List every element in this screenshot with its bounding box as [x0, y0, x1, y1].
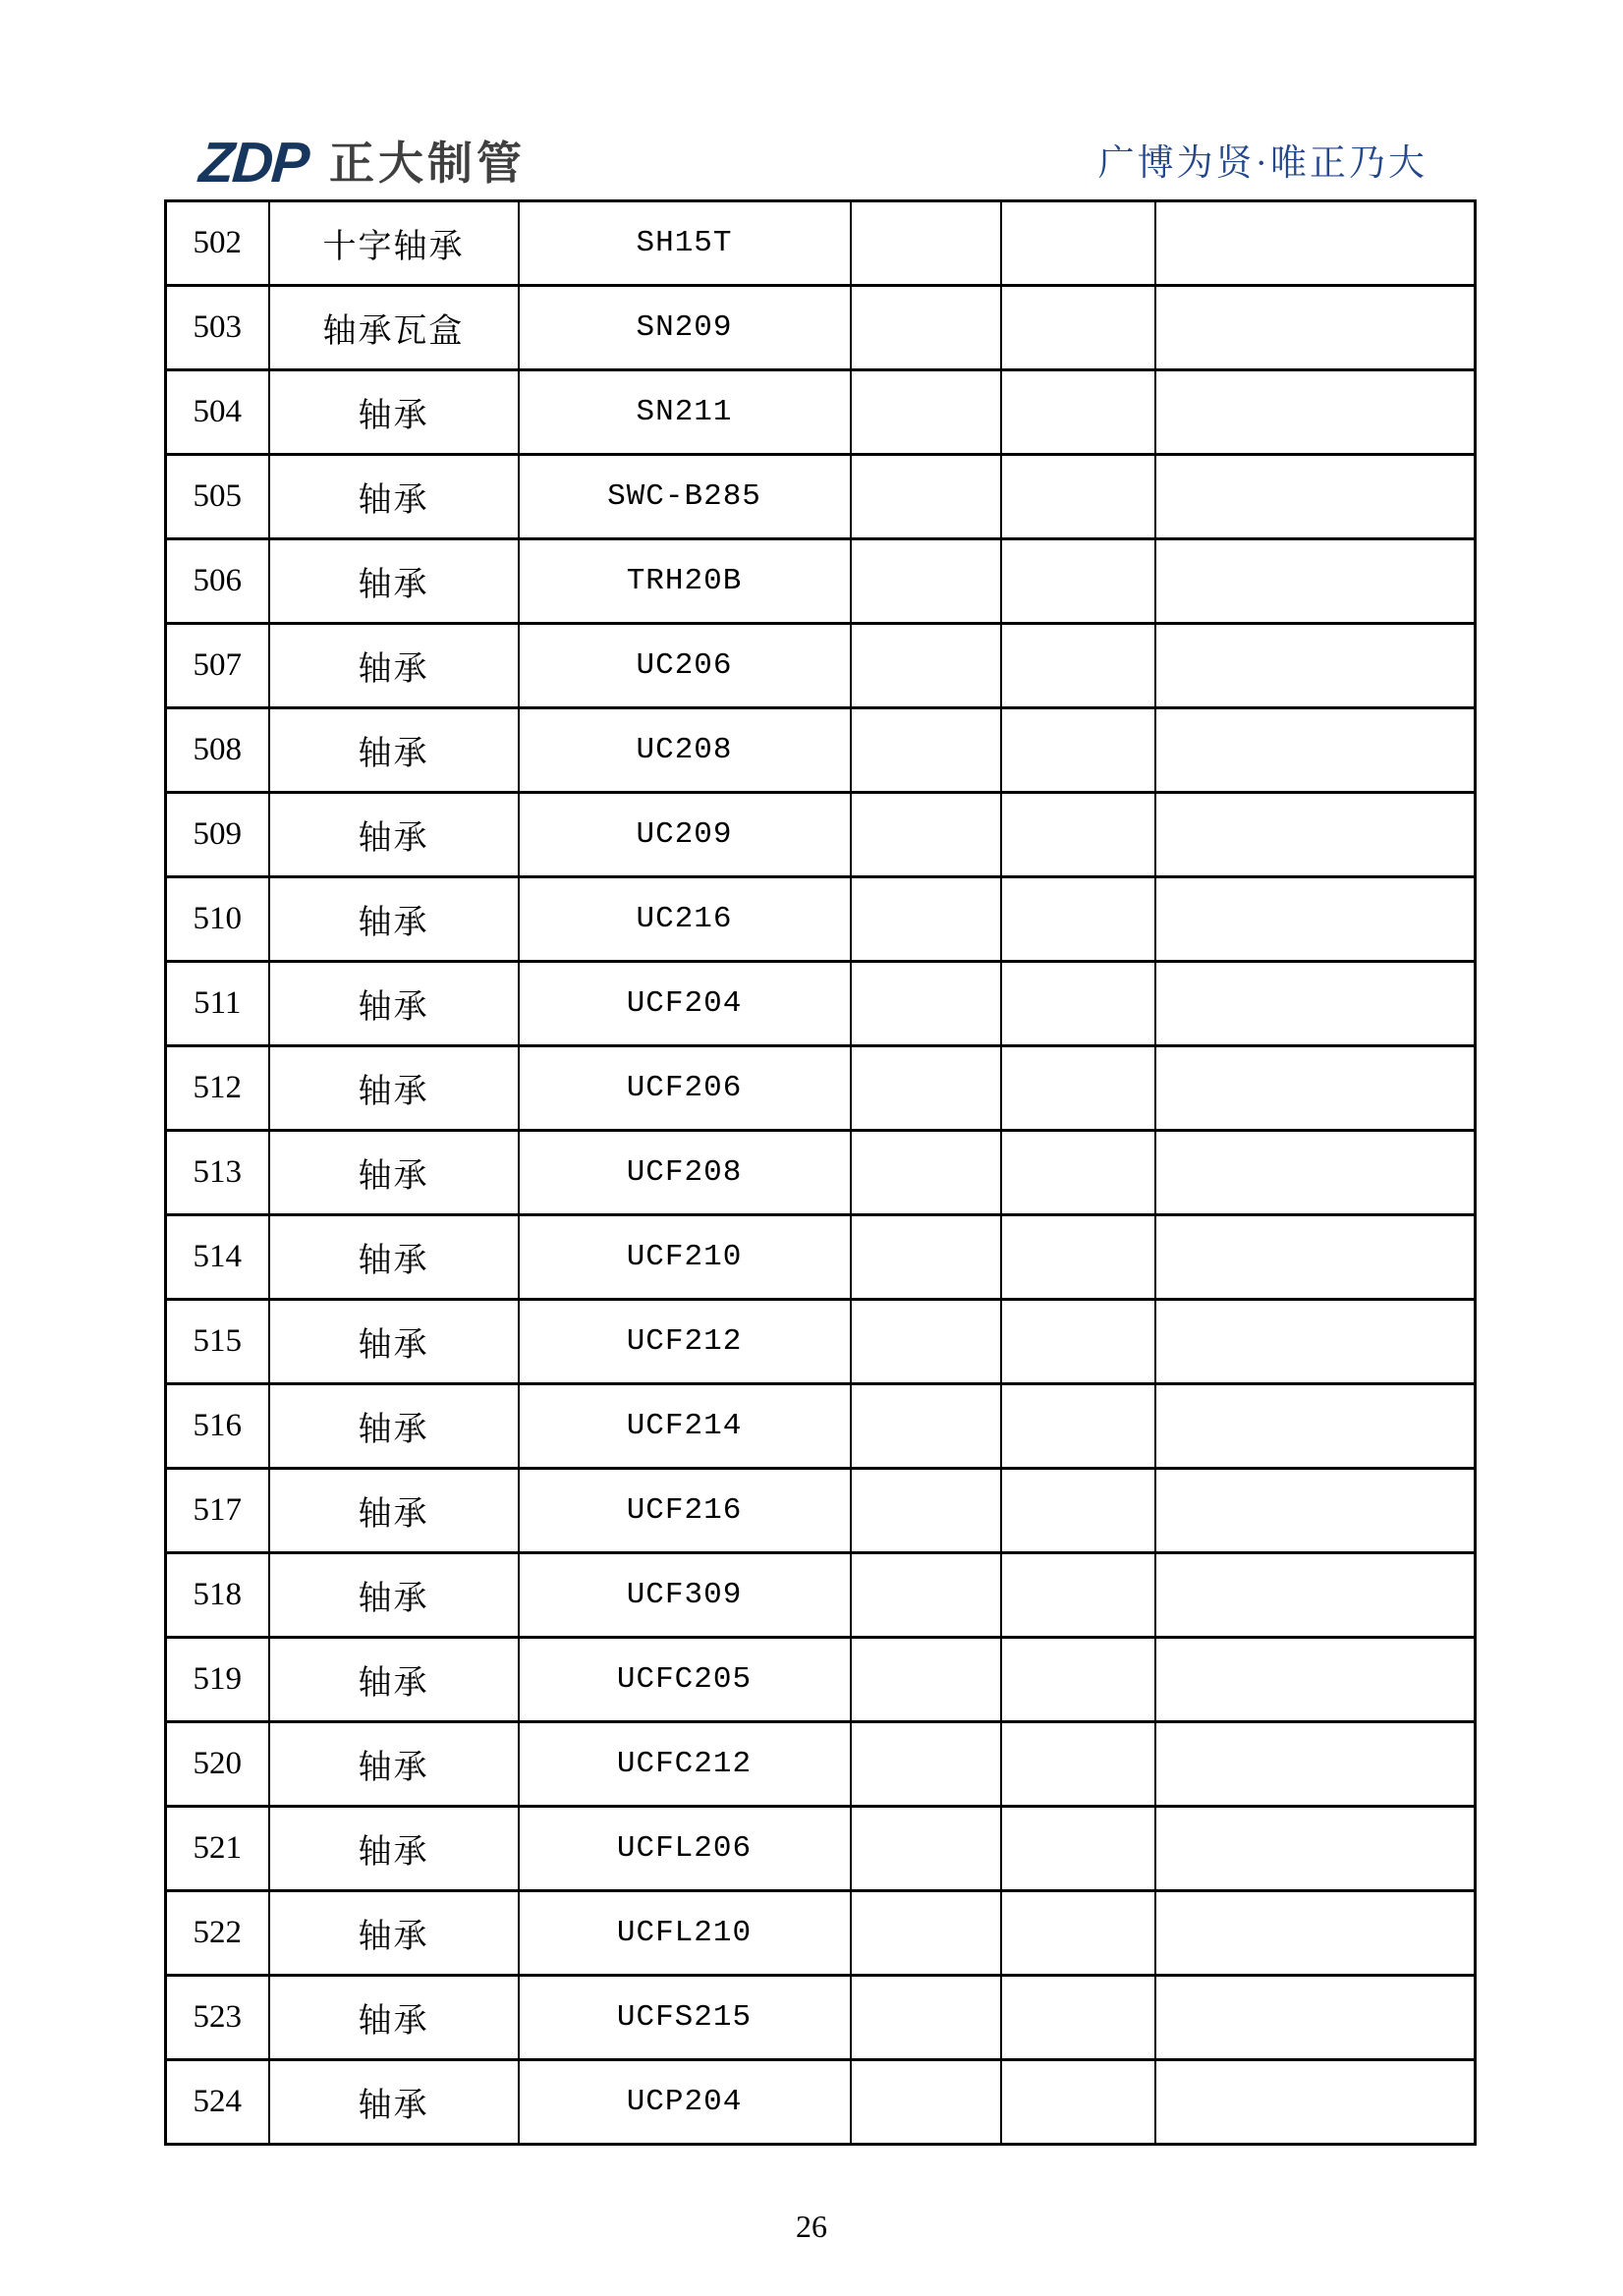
part-name-cell: 轴承 [269, 793, 519, 877]
table-row [166, 624, 1476, 708]
row-number-cell: 509 [166, 793, 269, 877]
empty-cell-2 [1001, 1046, 1155, 1131]
row-number-cell: 519 [166, 1638, 269, 1722]
empty-cell-3 [1155, 455, 1476, 539]
empty-cell-3 [1155, 539, 1476, 624]
row-number-cell: 521 [166, 1807, 269, 1891]
parts-table [164, 199, 1477, 2146]
part-name-cell: 轴承 [269, 1891, 519, 1976]
empty-cell-2 [1001, 286, 1155, 370]
empty-cell-1 [851, 877, 1001, 962]
part-name-cell: 轴承 [269, 1722, 519, 1807]
table-row [166, 370, 1476, 455]
table-row [166, 1722, 1476, 1807]
empty-cell-2 [1001, 1807, 1155, 1891]
part-name-cell: 轴承 [269, 1469, 519, 1553]
part-name-cell: 轴承 [269, 624, 519, 708]
part-name-cell: 轴承 [269, 1131, 519, 1215]
row-number-cell: 515 [166, 1300, 269, 1384]
row-number-cell: 505 [166, 455, 269, 539]
part-name-cell: 轴承 [269, 708, 519, 793]
empty-cell-3 [1155, 624, 1476, 708]
empty-cell-3 [1155, 1131, 1476, 1215]
table-row [166, 1131, 1476, 1215]
row-number-cell: 504 [166, 370, 269, 455]
empty-cell-1 [851, 455, 1001, 539]
part-model-cell: UCFC212 [519, 1722, 851, 1807]
empty-cell-3 [1155, 201, 1476, 286]
empty-cell-1 [851, 1638, 1001, 1722]
empty-cell-1 [851, 1046, 1001, 1131]
part-model-cell: UCF204 [519, 962, 851, 1046]
empty-cell-1 [851, 1976, 1001, 2060]
row-number-cell: 503 [166, 286, 269, 370]
part-model-cell: UCF309 [519, 1553, 851, 1638]
table-row [166, 1638, 1476, 1722]
part-model-cell: UCFL206 [519, 1807, 851, 1891]
part-name-cell: 轴承 [269, 877, 519, 962]
company-slogan: 广博为贤·唯正乃大 [1097, 143, 1427, 184]
logo-zdp-text: ZDP [196, 131, 310, 195]
empty-cell-2 [1001, 624, 1155, 708]
empty-cell-1 [851, 1469, 1001, 1553]
part-model-cell: UCF212 [519, 1300, 851, 1384]
part-name-cell: 轴承 [269, 1384, 519, 1469]
table-row [166, 286, 1476, 370]
empty-cell-1 [851, 1553, 1001, 1638]
empty-cell-3 [1155, 708, 1476, 793]
part-name-cell: 轴承 [269, 1976, 519, 2060]
empty-cell-3 [1155, 370, 1476, 455]
table-row [166, 1300, 1476, 1384]
part-model-cell: UCF206 [519, 1046, 851, 1131]
part-model-cell: UCFS215 [519, 1976, 851, 2060]
row-number-cell: 510 [166, 877, 269, 962]
empty-cell-1 [851, 1215, 1001, 1300]
part-name-cell: 轴承 [269, 1215, 519, 1300]
row-number-cell: 517 [166, 1469, 269, 1553]
empty-cell-3 [1155, 1300, 1476, 1384]
part-name-cell: 轴承 [269, 370, 519, 455]
part-name-cell: 轴承 [269, 1807, 519, 1891]
table-row [166, 962, 1476, 1046]
row-number-cell: 523 [166, 1976, 269, 2060]
row-number-cell: 502 [166, 201, 269, 286]
empty-cell-3 [1155, 286, 1476, 370]
part-model-cell: UCFC205 [519, 1638, 851, 1722]
empty-cell-1 [851, 1722, 1001, 1807]
logo-company-name: 正大制管 [329, 138, 526, 189]
empty-cell-2 [1001, 201, 1155, 286]
empty-cell-2 [1001, 1891, 1155, 1976]
row-number-cell: 518 [166, 1553, 269, 1638]
empty-cell-1 [851, 624, 1001, 708]
empty-cell-1 [851, 1891, 1001, 1976]
table-row [166, 1553, 1476, 1638]
empty-cell-2 [1001, 539, 1155, 624]
part-name-cell: 轴承 [269, 962, 519, 1046]
empty-cell-1 [851, 1384, 1001, 1469]
empty-cell-2 [1001, 2060, 1155, 2145]
empty-cell-3 [1155, 1553, 1476, 1638]
part-name-cell: 轴承 [269, 1638, 519, 1722]
empty-cell-2 [1001, 1300, 1155, 1384]
empty-cell-2 [1001, 455, 1155, 539]
part-model-cell: SN211 [519, 370, 851, 455]
row-number-cell: 522 [166, 1891, 269, 1976]
company-logo [196, 131, 526, 195]
row-number-cell: 524 [166, 2060, 269, 2145]
empty-cell-2 [1001, 1553, 1155, 1638]
row-number-cell: 512 [166, 1046, 269, 1131]
part-name-cell: 轴承 [269, 1046, 519, 1131]
row-number-cell: 520 [166, 1722, 269, 1807]
row-number-cell: 507 [166, 624, 269, 708]
table-row [166, 877, 1476, 962]
empty-cell-1 [851, 539, 1001, 624]
part-name-cell: 轴承 [269, 539, 519, 624]
table-row [166, 1384, 1476, 1469]
empty-cell-2 [1001, 708, 1155, 793]
part-model-cell: SN209 [519, 286, 851, 370]
empty-cell-1 [851, 286, 1001, 370]
empty-cell-1 [851, 1131, 1001, 1215]
empty-cell-1 [851, 1807, 1001, 1891]
part-name-cell: 轴承 [269, 1553, 519, 1638]
empty-cell-2 [1001, 1131, 1155, 1215]
part-model-cell: UCF214 [519, 1384, 851, 1469]
table-row [166, 1976, 1476, 2060]
part-model-cell: UC206 [519, 624, 851, 708]
empty-cell-1 [851, 962, 1001, 1046]
part-model-cell: UCP204 [519, 2060, 851, 2145]
empty-cell-2 [1001, 1976, 1155, 2060]
table-row [166, 201, 1476, 286]
empty-cell-3 [1155, 1807, 1476, 1891]
empty-cell-2 [1001, 1638, 1155, 1722]
row-number-cell: 514 [166, 1215, 269, 1300]
empty-cell-1 [851, 201, 1001, 286]
empty-cell-1 [851, 370, 1001, 455]
row-number-cell: 508 [166, 708, 269, 793]
part-model-cell: UCF210 [519, 1215, 851, 1300]
part-name-cell: 轴承 [269, 2060, 519, 2145]
row-number-cell: 513 [166, 1131, 269, 1215]
empty-cell-1 [851, 708, 1001, 793]
empty-cell-3 [1155, 1638, 1476, 1722]
part-model-cell: SWC-B285 [519, 455, 851, 539]
empty-cell-3 [1155, 1215, 1476, 1300]
part-model-cell: UC209 [519, 793, 851, 877]
empty-cell-2 [1001, 370, 1155, 455]
table-row [166, 1469, 1476, 1553]
empty-cell-3 [1155, 1891, 1476, 1976]
empty-cell-2 [1001, 962, 1155, 1046]
table-row [166, 1891, 1476, 1976]
table-row [166, 793, 1476, 877]
part-model-cell: UC208 [519, 708, 851, 793]
part-model-cell: TRH20B [519, 539, 851, 624]
part-model-cell: UC216 [519, 877, 851, 962]
empty-cell-3 [1155, 793, 1476, 877]
part-model-cell: UCF216 [519, 1469, 851, 1553]
page-number: 26 [796, 2209, 827, 2244]
table-row [166, 2060, 1476, 2145]
table-row [166, 1807, 1476, 1891]
row-number-cell: 516 [166, 1384, 269, 1469]
empty-cell-3 [1155, 1722, 1476, 1807]
table-row [166, 708, 1476, 793]
table-row [166, 1215, 1476, 1300]
empty-cell-3 [1155, 962, 1476, 1046]
table-row [166, 539, 1476, 624]
empty-cell-3 [1155, 1976, 1476, 2060]
row-number-cell: 511 [166, 962, 269, 1046]
empty-cell-3 [1155, 1469, 1476, 1553]
empty-cell-1 [851, 1300, 1001, 1384]
empty-cell-3 [1155, 877, 1476, 962]
empty-cell-2 [1001, 877, 1155, 962]
row-number-cell: 506 [166, 539, 269, 624]
empty-cell-3 [1155, 2060, 1476, 2145]
part-name-cell: 轴承瓦盒 [269, 286, 519, 370]
empty-cell-3 [1155, 1384, 1476, 1469]
empty-cell-2 [1001, 793, 1155, 877]
part-name-cell: 十字轴承 [269, 201, 519, 286]
empty-cell-2 [1001, 1215, 1155, 1300]
empty-cell-3 [1155, 1046, 1476, 1131]
part-name-cell: 轴承 [269, 1300, 519, 1384]
empty-cell-2 [1001, 1384, 1155, 1469]
part-model-cell: SH15T [519, 201, 851, 286]
empty-cell-2 [1001, 1469, 1155, 1553]
table-row [166, 455, 1476, 539]
empty-cell-2 [1001, 1722, 1155, 1807]
table-row [166, 1046, 1476, 1131]
empty-cell-1 [851, 2060, 1001, 2145]
part-model-cell: UCFL210 [519, 1891, 851, 1976]
part-model-cell: UCF208 [519, 1131, 851, 1215]
part-name-cell: 轴承 [269, 455, 519, 539]
empty-cell-1 [851, 793, 1001, 877]
